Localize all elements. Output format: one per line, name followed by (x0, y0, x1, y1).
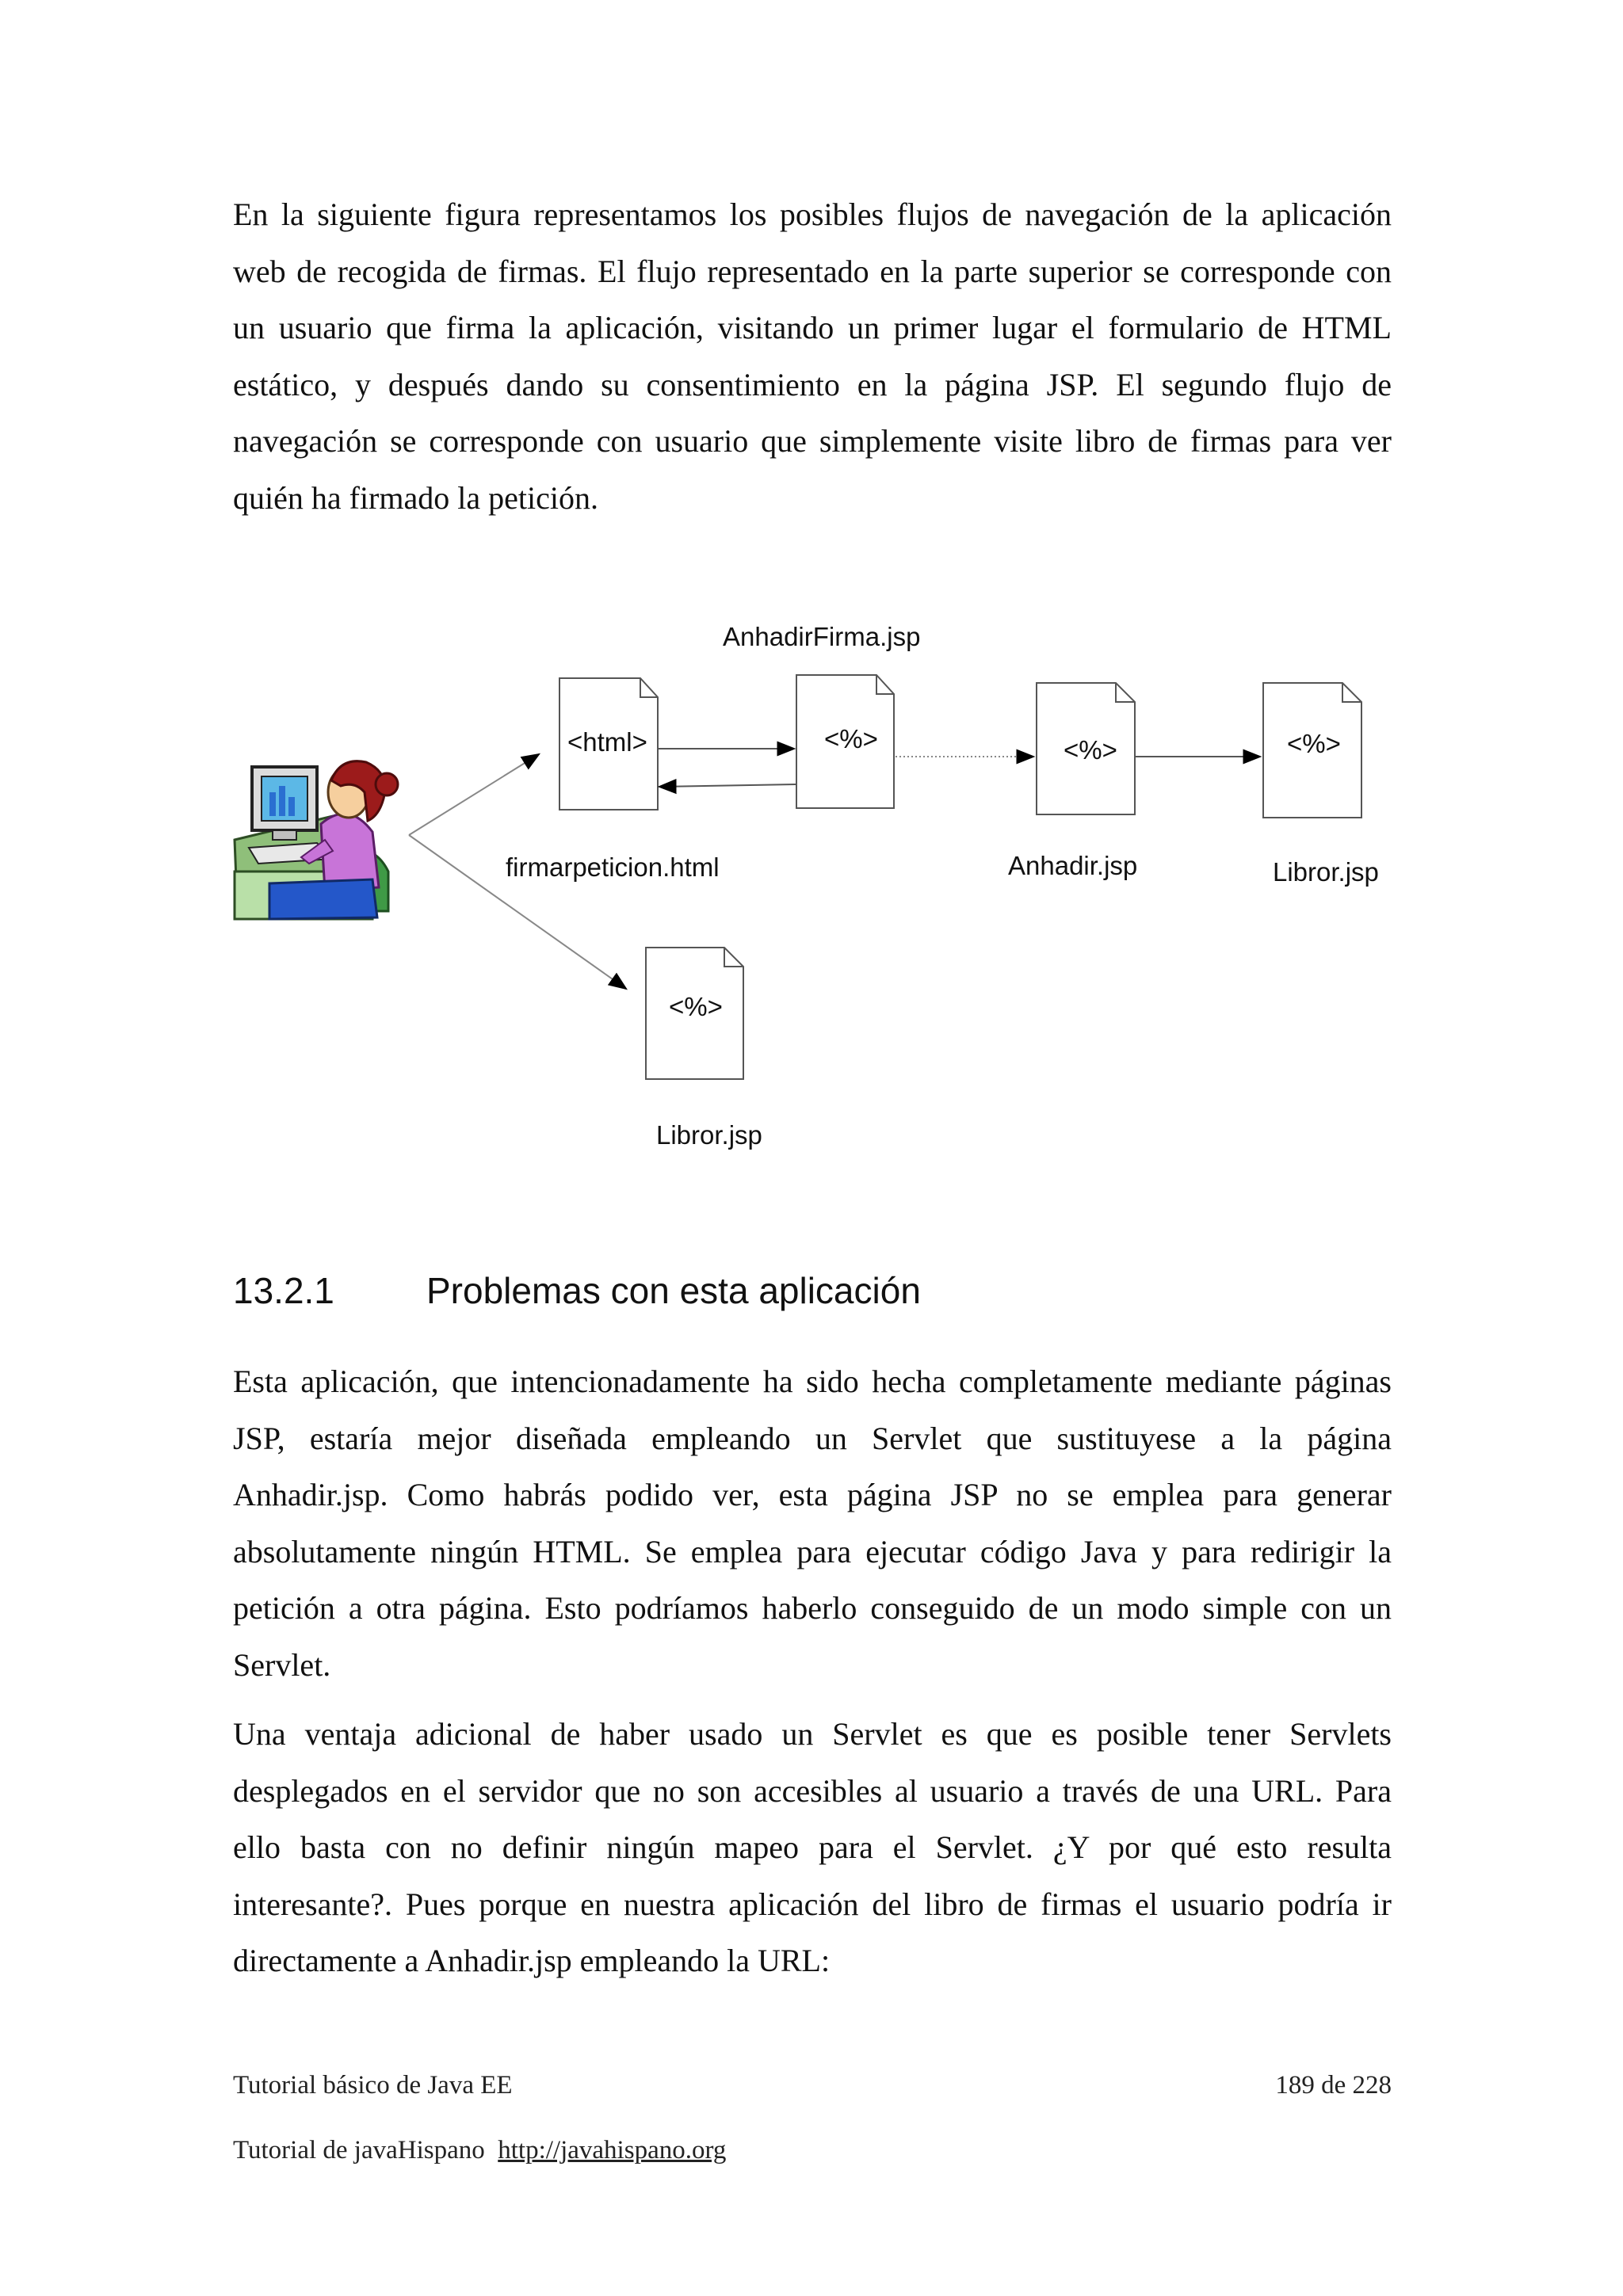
jsp-document-icon (1263, 683, 1361, 818)
label-anhadir: Anhadir.jsp (1008, 851, 1138, 880)
text-line: En la siguiente figura representamos los posibles flujos de navegación de la aplicación (233, 196, 1392, 232)
label-firmarpeticion: firmarpeticion.html (506, 852, 720, 882)
footer-site-link[interactable]: http://javahispano.org (498, 2136, 727, 2164)
text-line: directamente a Anhadir.jsp empleando la URL: (233, 1943, 831, 1978)
footer-book-title: Tutorial básico de Java EE (233, 2071, 513, 2100)
text-line: Servlet. (233, 1646, 331, 1683)
label-libror-bottom: Libror.jsp (656, 1120, 762, 1150)
jsp-document-icon (1037, 683, 1135, 814)
jsp-doc-label: <%> (1287, 729, 1341, 758)
text-line: estático, y después dando su consentimiento en la página JSP. El segundo flujo de (233, 366, 1392, 402)
text-line: un usuario que firma la aplicación, visitando un primer lugar el formulario de HTML (233, 310, 1392, 345)
label-libror-top: Libror.jsp (1273, 857, 1379, 887)
text-line: petición a otra página. Esto podríamos haberlo conseguido de un modo simple con un (233, 1590, 1392, 1626)
section-title: Problemas con esta aplicación (426, 1270, 921, 1311)
text-line: desplegados en el servidor que no son accesibles al usuario a través de una URL. Para (233, 1772, 1392, 1809)
text-line: absolutamente ningún HTML. Se emplea para ejecutar código Java y para redirigir la (233, 1533, 1392, 1569)
section-number: 13.2.1 (233, 1270, 334, 1311)
jsp-doc-label: <%> (824, 724, 878, 753)
text-line: web de recogida de firmas. El flujo representado en la parte superior se corresponde con (233, 253, 1392, 289)
text-line: quién ha firmado la petición. (233, 479, 598, 516)
jsp-doc-label: <%> (1064, 735, 1117, 765)
paragraph-ventaja (233, 1706, 1392, 1989)
footer-page-number: 189 de 228 (1275, 2071, 1392, 2100)
text-line: Esta aplicación, que intencionadamente ha sido hecha completamente mediante páginas (233, 1363, 1392, 1399)
text-line: interesante?. Pues porque en nuestra aplicación del libro de firmas el usuario podría ir (233, 1886, 1392, 1922)
text-line: Una ventaja adicional de haber usado un Servlet es que es posible tener Servlets (233, 1716, 1392, 1752)
paragraph-servlet (233, 1353, 1392, 1693)
text-line: Anhadir.jsp. Como habrás podido ver, esta página JSP no se emplea para generar (233, 1477, 1392, 1512)
text-line: navegación se corresponde con usuario que simplemente visite libro de firmas para ver (233, 423, 1392, 459)
label-anhadirfirma: AnhadirFirma.jsp (723, 622, 921, 651)
jsp-doc-label: <%> (669, 992, 723, 1021)
footer-site-prefix: Tutorial de javaHispano (233, 2136, 485, 2164)
html-doc-label: <html> (567, 727, 647, 757)
jsp-document-icon (796, 675, 894, 808)
text-line: JSP, estaría mejor diseñada empleando un Servlet que sustituyese a la página (233, 1420, 1392, 1456)
html-document-icon (559, 678, 658, 810)
footer-site (233, 2136, 726, 2165)
user-at-computer-icon (235, 761, 398, 919)
jsp-document-icon (646, 948, 743, 1079)
text-line: ello basta con no definir ningún mapeo para el Servlet. ¿Y por qué esto resulta (233, 1829, 1392, 1865)
